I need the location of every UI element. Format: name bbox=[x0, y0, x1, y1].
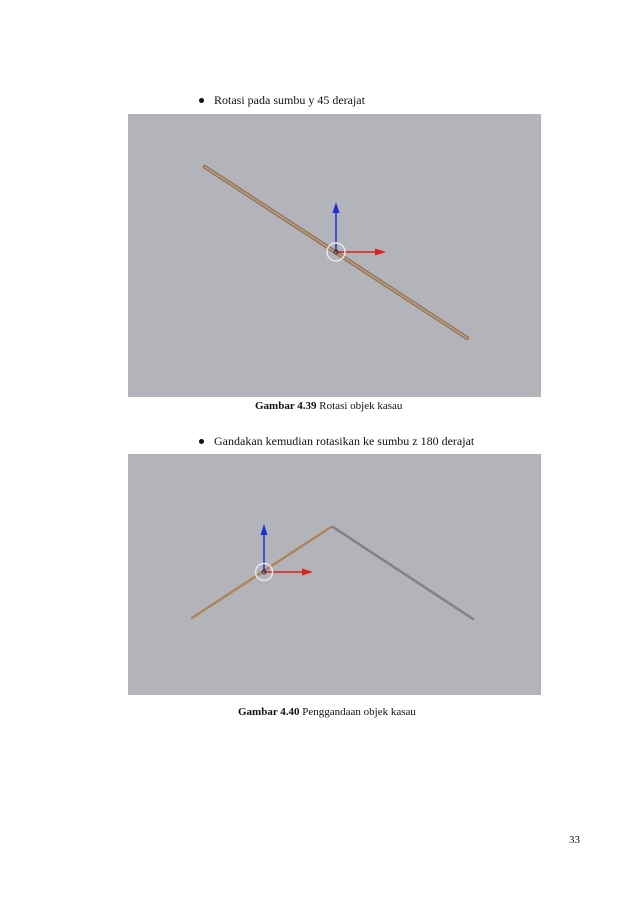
figure-caption-text: Penggandaan objek kasau bbox=[302, 706, 416, 718]
viewport-figure-4-39 bbox=[128, 114, 541, 397]
figure-label: Gambar 4.40 bbox=[238, 706, 300, 718]
bullet-item-duplicate-rotate-z bbox=[199, 434, 474, 448]
scene-canvas bbox=[128, 454, 541, 695]
figure-caption-4-39 bbox=[255, 400, 402, 413]
figure-label: Gambar 4.39 bbox=[255, 400, 317, 412]
scene-canvas bbox=[128, 114, 541, 397]
bullet-text: Rotasi pada sumbu y 45 derajat bbox=[214, 93, 365, 107]
x-axis-arrow-icon[interactable] bbox=[302, 569, 313, 576]
bullet-dot-icon bbox=[199, 439, 204, 444]
figure-caption-text: Rotasi objek kasau bbox=[319, 400, 403, 412]
page-number: 33 bbox=[569, 834, 580, 846]
x-axis-arrow-icon[interactable] bbox=[375, 249, 386, 256]
viewport-figure-4-40 bbox=[128, 454, 541, 695]
z-axis-arrow-icon[interactable] bbox=[333, 202, 340, 213]
z-axis-arrow-icon[interactable] bbox=[261, 524, 268, 535]
figure-caption-4-40 bbox=[238, 706, 416, 719]
beam-duplicate-object[interactable] bbox=[333, 527, 473, 619]
bullet-text: Gandakan kemudian rotasikan ke sumbu z 180 derajat bbox=[214, 434, 475, 448]
bullet-dot-icon bbox=[199, 98, 204, 103]
transform-gizmo[interactable] bbox=[256, 524, 314, 581]
bullet-item-rotate-y bbox=[199, 93, 365, 107]
